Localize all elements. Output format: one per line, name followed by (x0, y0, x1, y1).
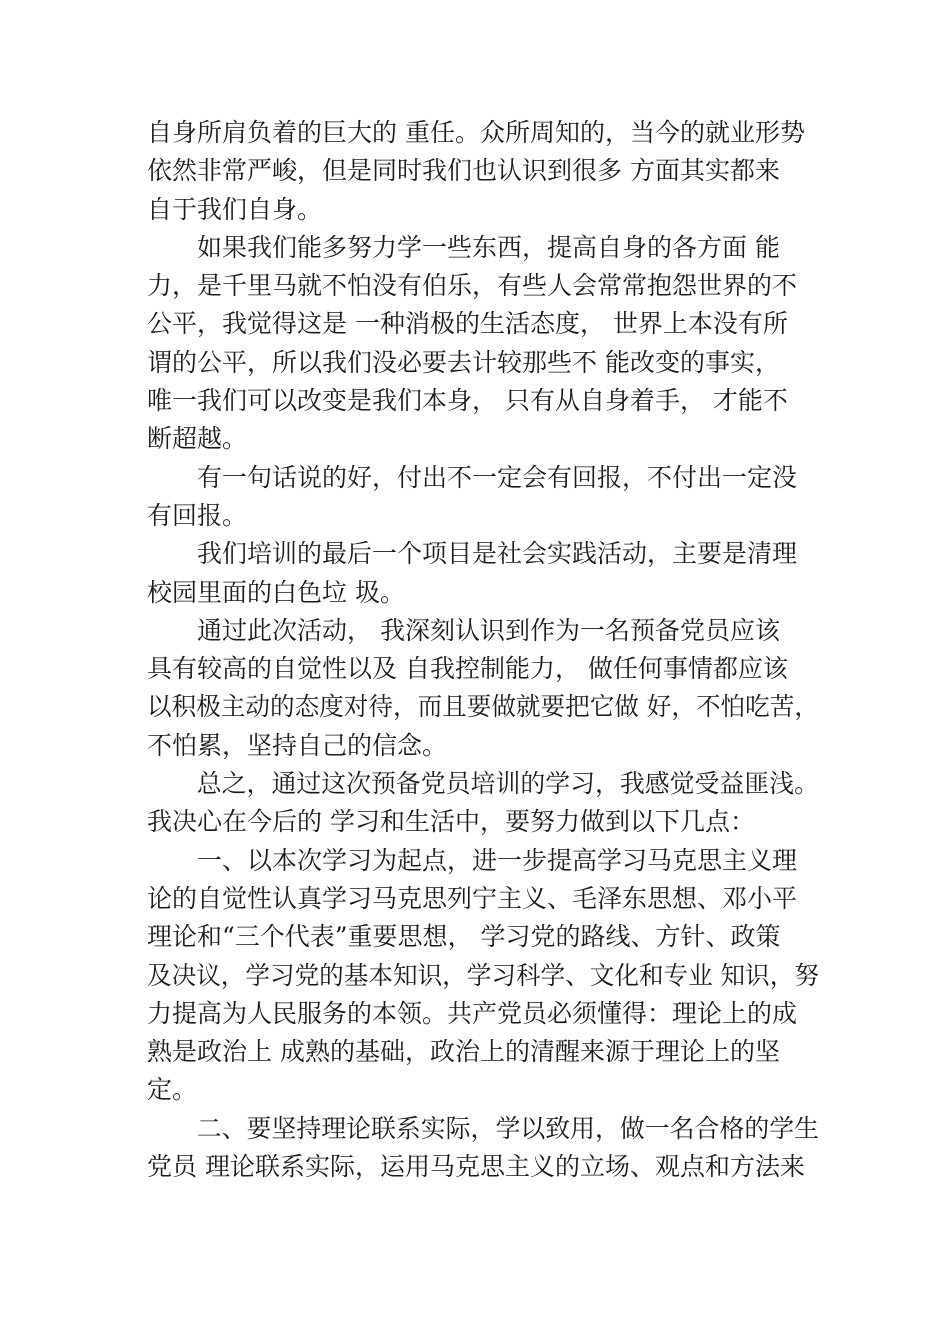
text-line: 力提高为人民服务的本领。共产党员必须懂得：理论上的成 (147, 998, 798, 1028)
text-line: 总之，通过这次预备党员培训的学习，我感觉受益匪浅。 (147, 769, 820, 799)
text-line: 力，是千里马就不怕没有伯乐，有些人会常常抱怨世界的不 (147, 271, 798, 301)
text-line: 理论和“三个代表”重要思想， 学习党的路线、方针、政策 (147, 922, 781, 952)
text-line: 有回报。 (147, 500, 248, 530)
text-line: 断超越。 (147, 424, 248, 454)
text-line: 校园里面的白色垃 圾。 (147, 577, 405, 607)
text-line: 唯一我们可以改变是我们本身， 只有从自身着手， 才能不 (147, 386, 788, 416)
text-line: 一、以本次学习为起点，进一步提高学习马克思主义理 (147, 845, 798, 875)
text-line: 依然非常严峻，但是同时我们也认识到很多 方面其实都来 (147, 156, 780, 186)
text-line: 我们培训的最后一个项目是社会实践活动，主要是清理 (147, 539, 798, 569)
text-line: 以积极主动的态度对待，而且要做就要把它做 好，不怕吃苦， (147, 692, 819, 722)
text-line: 及决议，学习党的基本知识，学习科学、文化和专业 知识，努 (147, 960, 819, 990)
text-line: 谓的公平，所以我们没必要去计较那些不 能改变的事实， (147, 347, 780, 377)
text-line: 我决心在今后的 学习和生活中，要努力做到以下几点： (147, 807, 755, 837)
text-line: 有一句话说的好，付出不一定会有回报，不付出一定没 (147, 462, 798, 492)
text-line: 定。 (147, 1075, 198, 1105)
text-line: 如果我们能多努力学一些东西，提高自身的各方面 能 (147, 232, 780, 262)
text-line: 党员 理论联系实际，运用马克思主义的立场、观点和方法来 (147, 1152, 805, 1182)
text-line: 不怕累，坚持自己的信念。 (147, 730, 448, 760)
text-line: 二、要坚持理论联系实际，学以致用，做一名合格的学生 (147, 1113, 820, 1143)
text-line: 论的自觉性认真学习马克思列宁主义、毛泽东思想、邓小平 (147, 883, 798, 913)
text-line: 具有较高的自觉性以及 自我控制能力， 做任何事情都应该 (147, 654, 788, 684)
text-line: 熟是政治上 成熟的基础，政治上的清醒来源于理论上的坚 (147, 1037, 780, 1067)
text-line: 公平，我觉得这是 一种消极的生活态度， 世界上本没有所 (147, 309, 788, 339)
body-text (147, 114, 820, 1186)
text-line: 自于我们自身。 (147, 194, 323, 224)
text-line: 自身所肩负着的巨大的 重任。众所周知的，当今的就业形势 (147, 118, 805, 147)
text-line: 通过此次活动， 我深刻认识到作为一名预备党员应该 (147, 615, 780, 645)
